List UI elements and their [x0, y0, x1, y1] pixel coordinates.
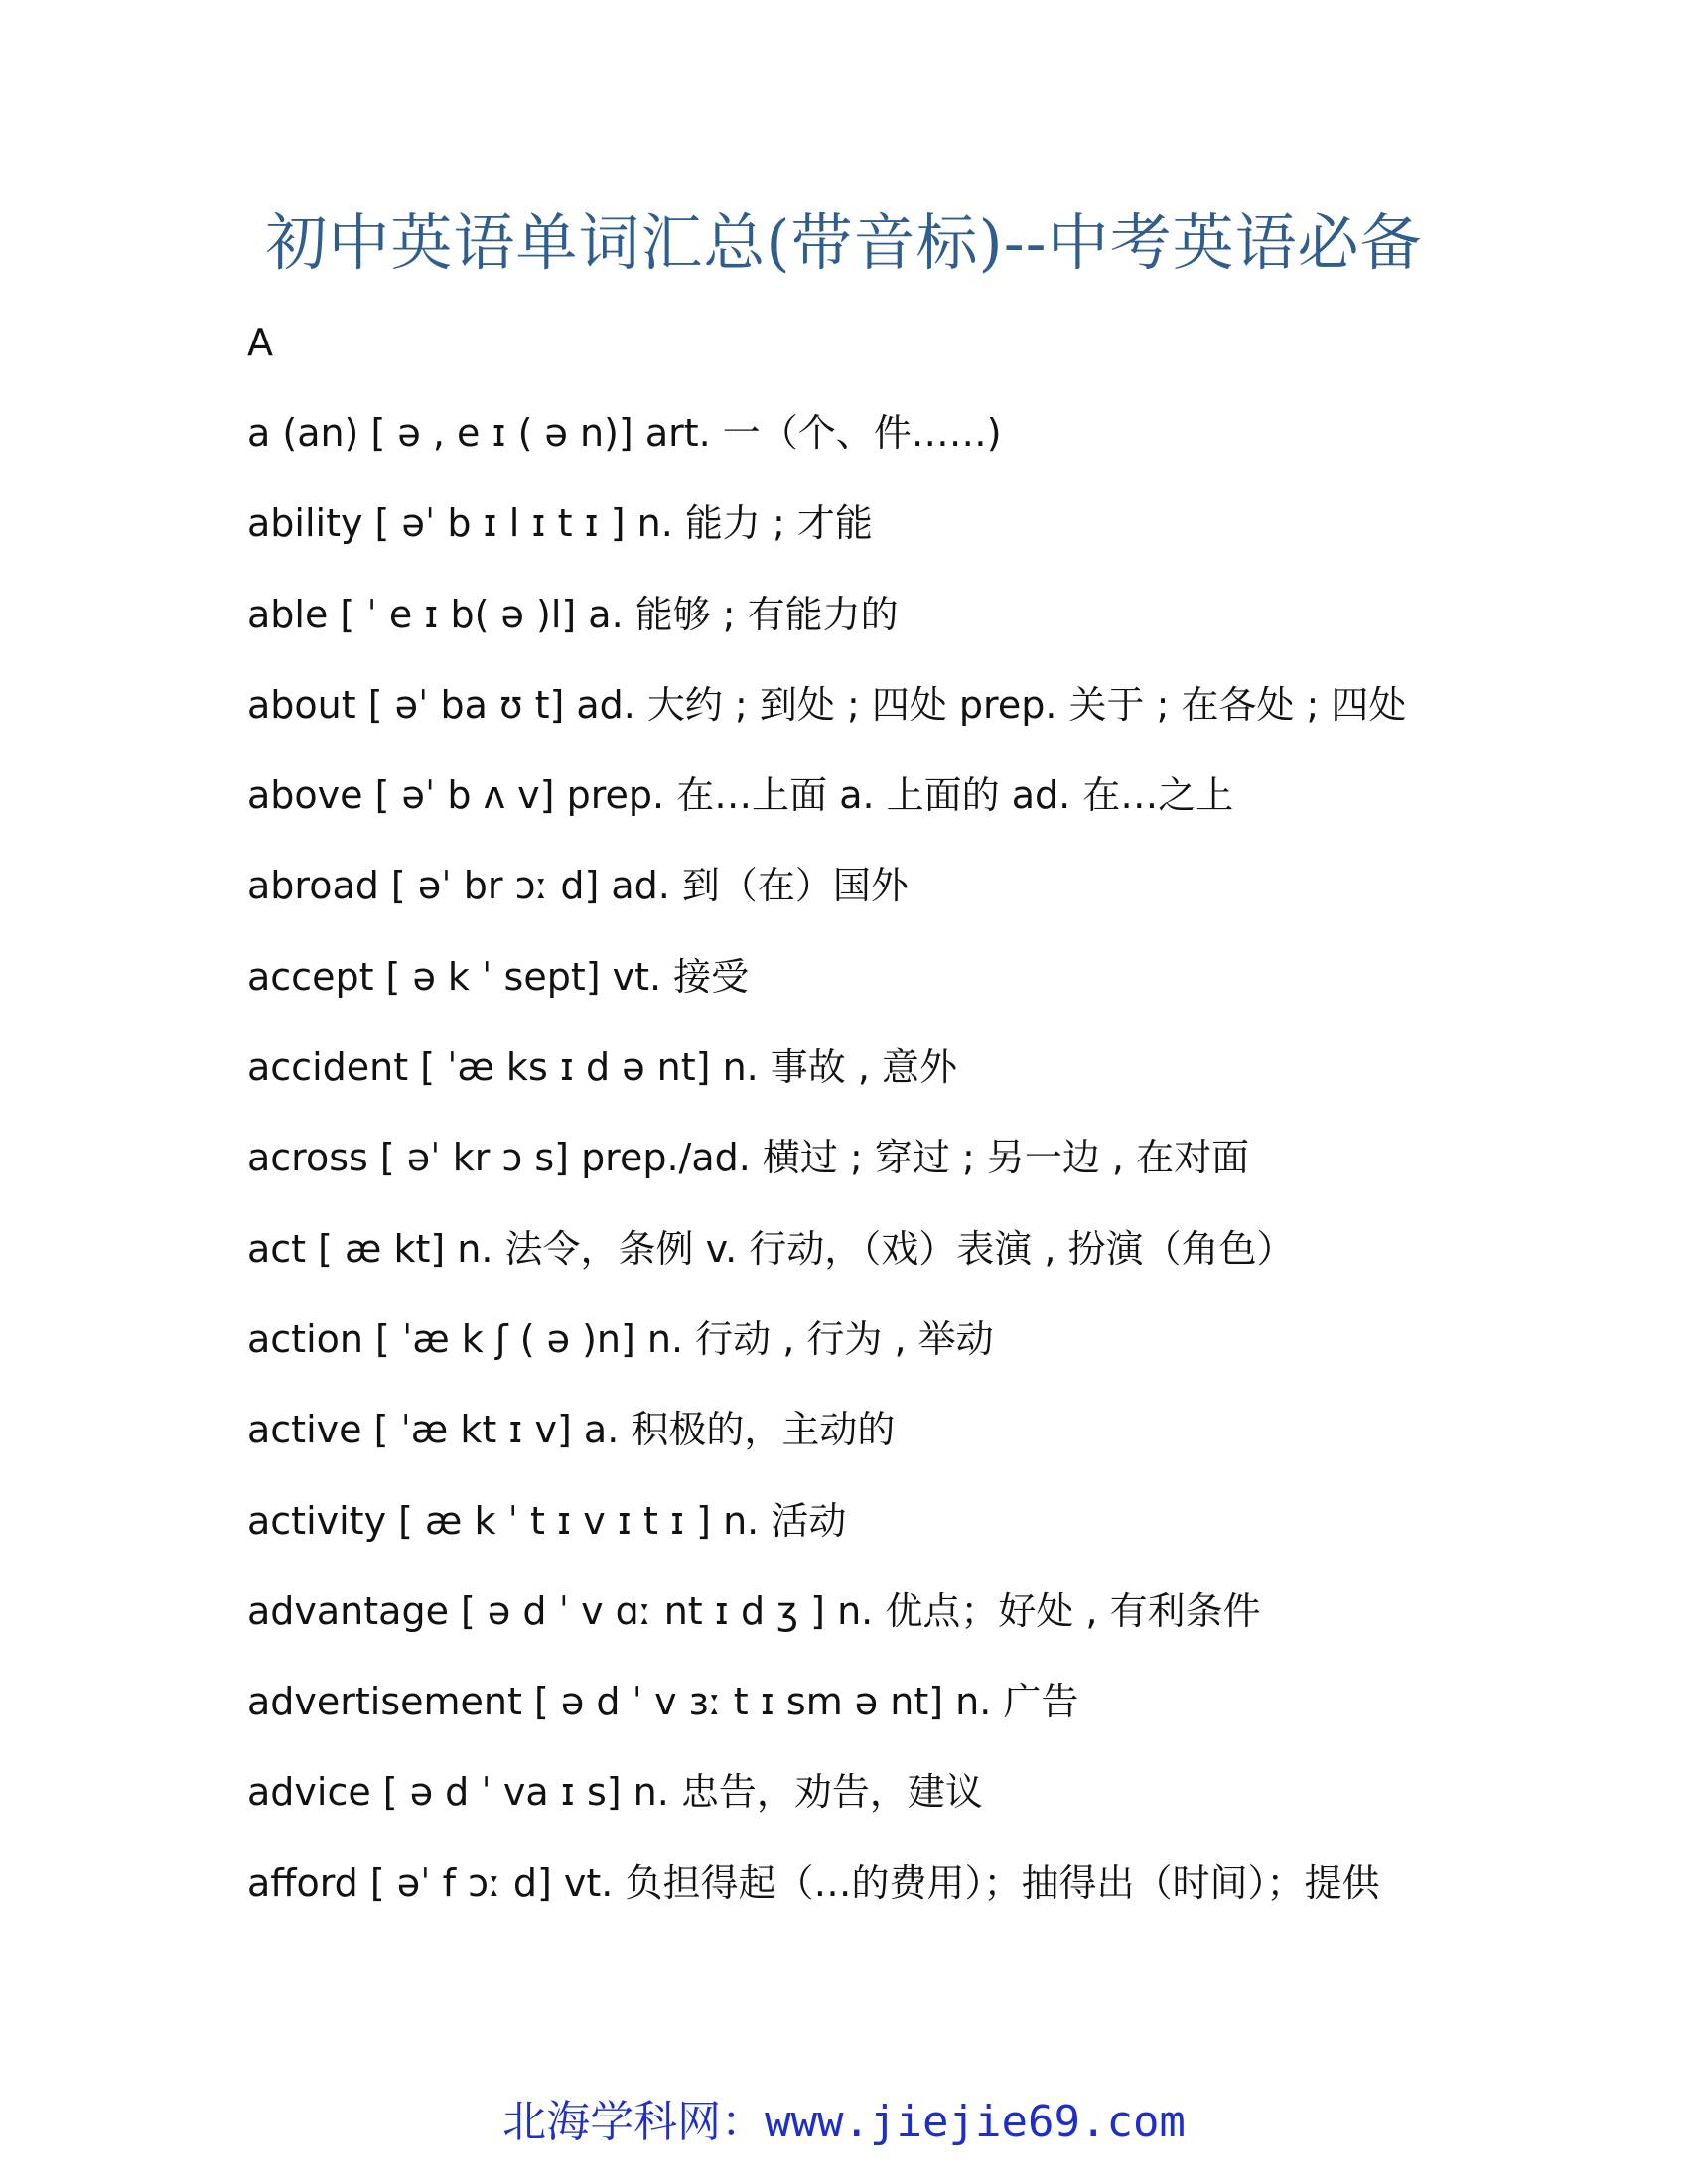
section-letter-heading: A: [247, 321, 273, 364]
document-title: 初中英语单词汇总(带音标)--中考英语必备: [265, 206, 1423, 279]
footer-url-link[interactable]: www.jiejie69.com: [765, 2097, 1186, 2147]
vocabulary-entry: accident [ ˈæ ks ɪ d ə nt] n. 事故 , 意外: [247, 1045, 958, 1090]
vocabulary-entry: able [ ˈ e ɪ b( ə )l] a. 能够 ; 有能力的: [247, 592, 899, 636]
vocabulary-entry: act [ æ kt] n. 法令，条例 v. 行动，（戏）表演 , 扮演（角色）: [247, 1226, 1295, 1271]
vocabulary-entry: action [ ˈæ k ʃ ( ə )n] n. 行动 , 行为 , 举动: [247, 1316, 994, 1361]
vocabulary-entry: above [ əˈ b ʌ v] prep. 在…上面 a. 上面的 ad. 在…之上: [247, 773, 1234, 818]
vocabulary-entry: advertisement [ ə d ˈ v ɜː t ɪ sm ə nt] n. 广告: [247, 1680, 1079, 1724]
vocabulary-entry: advice [ ə d ˈ va ɪ s] n. 忠告，劝告，建议: [247, 1770, 983, 1815]
vocabulary-entry: active [ ˈæ kt ɪ v] a. 积极的，主动的: [247, 1408, 896, 1452]
vocabulary-list: [247, 316, 1538, 1947]
vocabulary-entry: a (an) [ ə , e ɪ ( ə n)] art. 一（个、件……): [247, 411, 1002, 455]
footer-watermark: [0, 2093, 1688, 2152]
vocabulary-entry: across [ əˈ kr ɔ s] prep./ad. 横过 ; 穿过 ; 另一边 , 在对面: [247, 1136, 1250, 1180]
vocabulary-entry: about [ əˈ ba ʊ t] ad. 大约 ; 到处 ; 四处 prep. 关于 ; 在各处 ; 四处: [247, 682, 1407, 727]
vocabulary-entry: afford [ əˈ f ɔː d] vt. 负担得起（…的费用）；抽得出（时间）；提供: [247, 1860, 1380, 1905]
footer-site-label: 北海学科网：: [502, 2097, 766, 2147]
vocabulary-entry: activity [ æ k ˈ t ɪ v ɪ t ɪ ] n. 活动: [247, 1498, 847, 1543]
vocabulary-entry: abroad [ əˈ br ɔː d] ad. 到（在）国外: [247, 864, 909, 908]
vocabulary-entry: ability [ əˈ b ɪ l ɪ t ɪ ] n. 能力 ; 才能: [247, 501, 873, 546]
vocabulary-entry: advantage [ ə d ˈ v ɑː nt ɪ d ʒ ] n. 优点；好处 , 有利条件: [247, 1588, 1261, 1633]
vocabulary-entry: accept [ ə k ˈ sept] vt. 接受: [247, 954, 750, 999]
